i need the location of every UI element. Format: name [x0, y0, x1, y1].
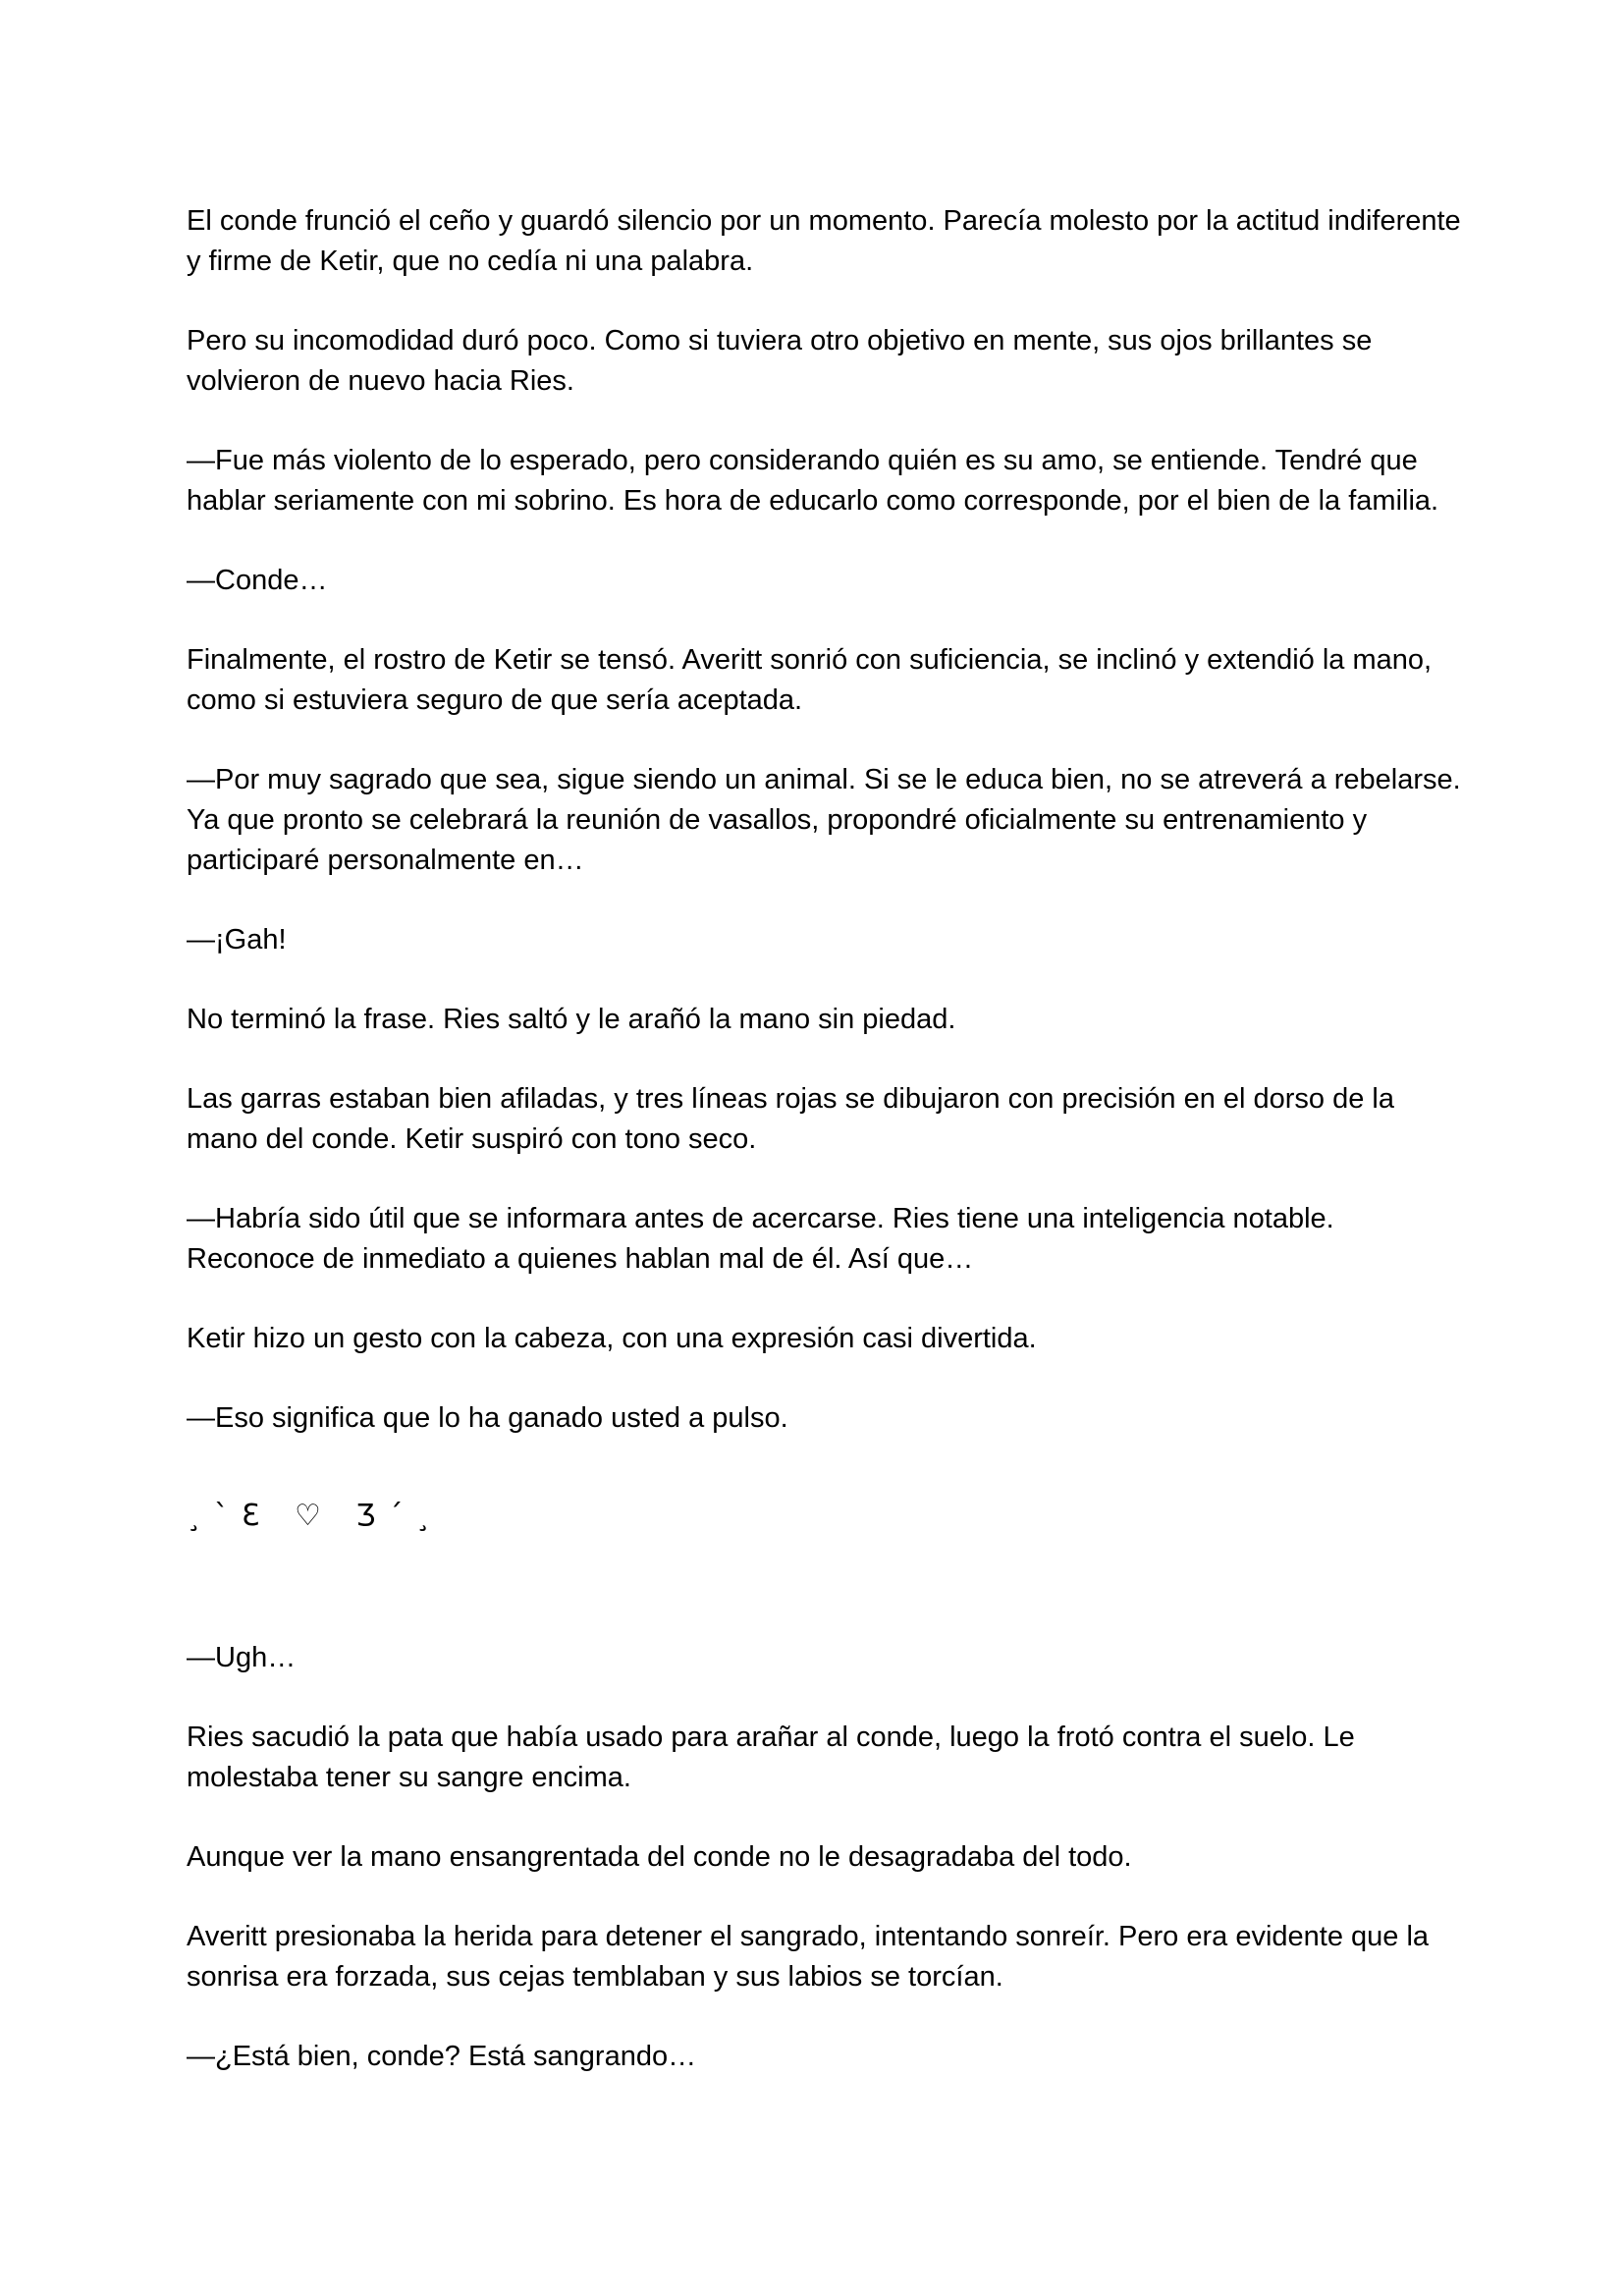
dialogue-paragraph-6: —Por muy sagrado que sea, sigue siendo un animal. Si se le educa bien, no se atreverá a rebelarse. Ya que pronto se celebrará la reunión de vasallos, propondré oficialmente su entrenamiento y participaré personalmente en…: [187, 764, 1461, 876]
paragraph-1: El conde frunció el ceño y guardó silencio por un momento. Parecía molesto por la actitud indiferente y firme de Ketir, que no cedía ni una palabra.: [187, 205, 1461, 277]
paragraph-15: Ries sacudió la pata que había usado para arañar al conde, luego la frotó contra el suelo. Le molestaba tener su sangre encima.: [187, 1722, 1355, 1793]
paragraph-17: Averitt presionaba la herida para detener el sangrado, intentando sonreír. Pero era evidente que la sonrisa era forzada, sus cejas temblaban y sus labios se torcían.: [187, 1921, 1430, 1993]
dialogue-paragraph-10: —Habría sido útil que se informara antes de acercarse. Ries tiene una inteligencia notable. Reconoce de inmediato a quienes hablan mal de él. Así que…: [187, 1203, 1334, 1275]
paragraph-2: Pero su incomodidad duró poco. Como si tuviera otro objetivo en mente, sus ojos brillantes se volvieron de nuevo hacia Ries.: [187, 325, 1373, 397]
dialogue-paragraph-7: —¡Gah!: [187, 924, 287, 956]
paragraph-11: Ketir hizo un gesto con la cabeza, con una expresión casi divertida.: [187, 1323, 1037, 1354]
paragraph-5: Finalmente, el rostro de Ketir se tensó. Averitt sonrió con suficiencia, se inclinó y extendió la mano, como si estuviera seguro de que sería aceptada.: [187, 644, 1433, 716]
dialogue-paragraph-4: —Conde…: [187, 565, 328, 596]
dialogue-paragraph-12: —Eso significa que lo ha ganado usted a pulso.: [187, 1402, 788, 1434]
paragraph-8: No terminó la frase. Ries saltó y le arañó la mano sin piedad.: [187, 1004, 956, 1035]
paragraph-16: Aunque ver la mano ensangrentada del conde no le desagradaba del todo.: [187, 1841, 1132, 1873]
scene-divider: ¸`Ɛ ♡ Ʒ´¸: [187, 1499, 444, 1533]
paragraph-9: Las garras estaban bien afiladas, y tres líneas rojas se dibujaron con precisión en el dorso de la mano del conde. Ketir suspiró con tono seco.: [187, 1083, 1395, 1155]
dialogue-paragraph-18: —¿Está bien, conde? Está sangrando…: [187, 2041, 697, 2072]
dialogue-paragraph-3: —Fue más violento de lo esperado, pero considerando quién es su amo, se entiende. Tendré que hablar seriamente con mi sobrino. Es hora de educarlo como corresponde, por el bien de la familia.: [187, 445, 1439, 517]
dialogue-paragraph-14: —Ugh…: [187, 1642, 297, 1673]
